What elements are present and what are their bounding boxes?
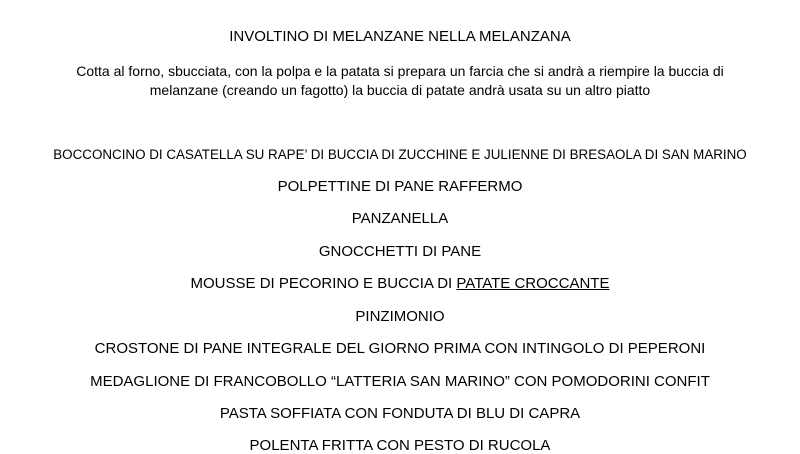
recipe-description-line-2: melanzane (creando un fagotto) la buccia di patate andrà usata su un altro piatto — [149, 82, 651, 98]
dish-item — [0, 276, 800, 291]
dish-item: BOCCONCINO DI CASATELLA SU RAPE’ DI BUCCIA DI ZUCCHINE E JULIENNE DI BRESAOLA DI SAN MARINO — [53, 147, 747, 162]
dish-item: GNOCCHETTI DI PANE — [318, 243, 482, 260]
dish-item: CROSTONE DI PANE INTEGRALE DEL GIORNO PRIMA CON INTINGOLO DI PEPERONI — [94, 340, 706, 357]
dish-item: MEDAGLIONE DI FRANCOBOLLO “LATTERIA SAN MARINO” CON POMODORINI CONFIT — [90, 373, 710, 390]
dish-item: POLENTA FRITTA CON PESTO DI RUCOLA — [249, 437, 551, 454]
dish-item: PINZIMONIO — [355, 308, 445, 325]
recipe-title: INVOLTINO DI MELANZANE NELLA MELANZANA — [229, 28, 571, 45]
dish-item: PANZANELLA — [351, 210, 449, 227]
dish-item: PASTA SOFFIATA CON FONDUTA DI BLU DI CAPRA — [219, 405, 581, 422]
dish-item-underlined-text: PATATE CROCCANTE — [456, 275, 610, 292]
dish-item: POLPETTINE DI PANE RAFFERMO — [277, 178, 523, 195]
recipe-description-line-1: Cotta al forno, sbucciata, con la polpa e la patata si prepara un farcia che si andrà a riempire la buccia di — [76, 63, 724, 79]
dish-item-text: MOUSSE DI PECORINO E BUCCIA DI — [190, 275, 457, 292]
